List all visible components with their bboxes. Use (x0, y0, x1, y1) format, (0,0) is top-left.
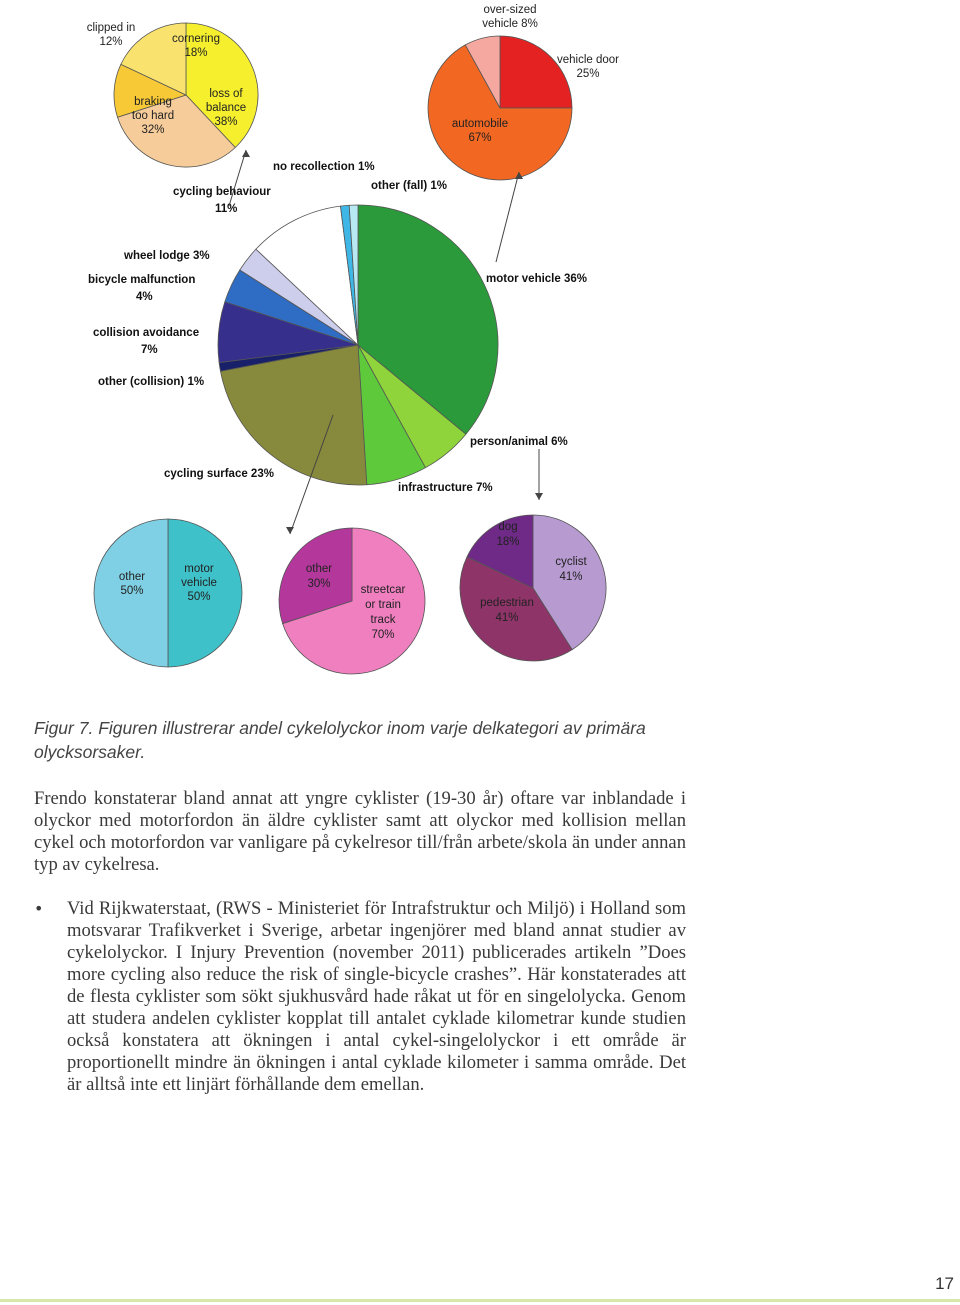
connector-motor-vehicle (496, 172, 519, 262)
motorvehicle-slice-vehicle-door (500, 36, 572, 108)
bullet-item (34, 898, 686, 1096)
personanimal-label-dog: dog 18% (496, 521, 520, 548)
page-number: 17 (935, 1274, 954, 1293)
main-label-no-recollection: no recollection 1% (273, 161, 375, 173)
main-label-collision-avoidance: collision avoidance 7% (93, 327, 200, 356)
bullet-marker: • (34, 899, 44, 918)
arrow-behaviour (242, 150, 250, 157)
main-label-person-animal: person/animal 6% (470, 436, 568, 448)
motorvehicle-label-automobile: automobile 67% (451, 118, 509, 144)
motorvehicle-label-over-sized-vehicle: over-sized vehicle 8% (482, 4, 538, 30)
figure-caption: Figur 7. Figuren illustrerar andel cykelolyckor inom varje delkategori av primära olycksorsaker. (34, 718, 646, 762)
main-label-cycling-surface: cycling surface 23% (164, 468, 274, 480)
behaviour-label-clipped-in: clipped in 12% (86, 22, 136, 48)
main-label-infrastructure: infrastructure 7% (398, 482, 493, 494)
personanimal-label-pedestrian: pedestrian 41% (480, 597, 534, 624)
main-label-other-collision: other (collision) 1% (98, 376, 205, 388)
motorvehicle-label-vehicle-door: vehicle door 25% (556, 54, 620, 80)
behaviour-label-loss-of-balance: loss of balance 38% (205, 88, 247, 128)
infrastructure-label-motor-vehicle: motor vehicle 50% (181, 563, 217, 603)
bullet-text: Vid Rijkwaterstaat, (RWS - Ministeriet för Intrafstruktur och Miljö) i Holland som motsvarar Trafikverket i Sverige, arbetar ingenjörer med bland annat studier av cykelolyckor. I Injury Prevention (november 2011) publicerades artikeln ”Does more cycling also reduce the risk of single-bicycle crashes”. Här konstaterades att de flesta cyklister som sökt sjukhusvård hade råkat ut för en singelolycka. Genom att studera andelen cyklister kopplat till antalet cyklade kilometrar kunde studien också konstatera att ökningen i antal cykel-singelolyckor i ett område är proportionellt mindre än ökningen i antal cyklade kilometer i samma område. Det är alltså inte ett linjärt förhållande dem emellan. (67, 898, 686, 1095)
arrow-person-animal (535, 493, 543, 500)
surface-label-other: other 30% (305, 563, 333, 590)
main-label-other-fall: other (fall) 1% (371, 180, 448, 192)
main-label-cycling-behaviour: cycling behaviour 11% (173, 186, 271, 215)
infrastructure-label-other: other 50% (118, 571, 146, 597)
arrow-surface (286, 527, 294, 534)
footer-rule (0, 1299, 960, 1302)
main-label-wheel-lodge: wheel lodge 3% (124, 250, 210, 262)
main-label-motor-vehicle: motor vehicle 36% (486, 273, 587, 285)
behaviour-label-braking-too-hard: braking too hard 32% (131, 96, 175, 136)
surface-label-streetcar-or-train-track: streetcar or train track 70% (360, 584, 406, 641)
body-paragraph: Frendo konstaterar bland annat att yngre cyklister (19-30 år) oftare var inblandade i olyckor med motorfordon än äldre cyklister samt att olyckor med kollision mellan cykel och motorfordon var vanligare på cykelresor till/från arbete/skola än under annan typ av cykelresa. (34, 788, 686, 875)
personanimal-label-cyclist: cyclist 41% (555, 556, 587, 583)
main-label-bicycle-malfunction: bicycle malfunction 4% (88, 274, 196, 303)
behaviour-label-cornering: cornering 18% (172, 33, 220, 59)
